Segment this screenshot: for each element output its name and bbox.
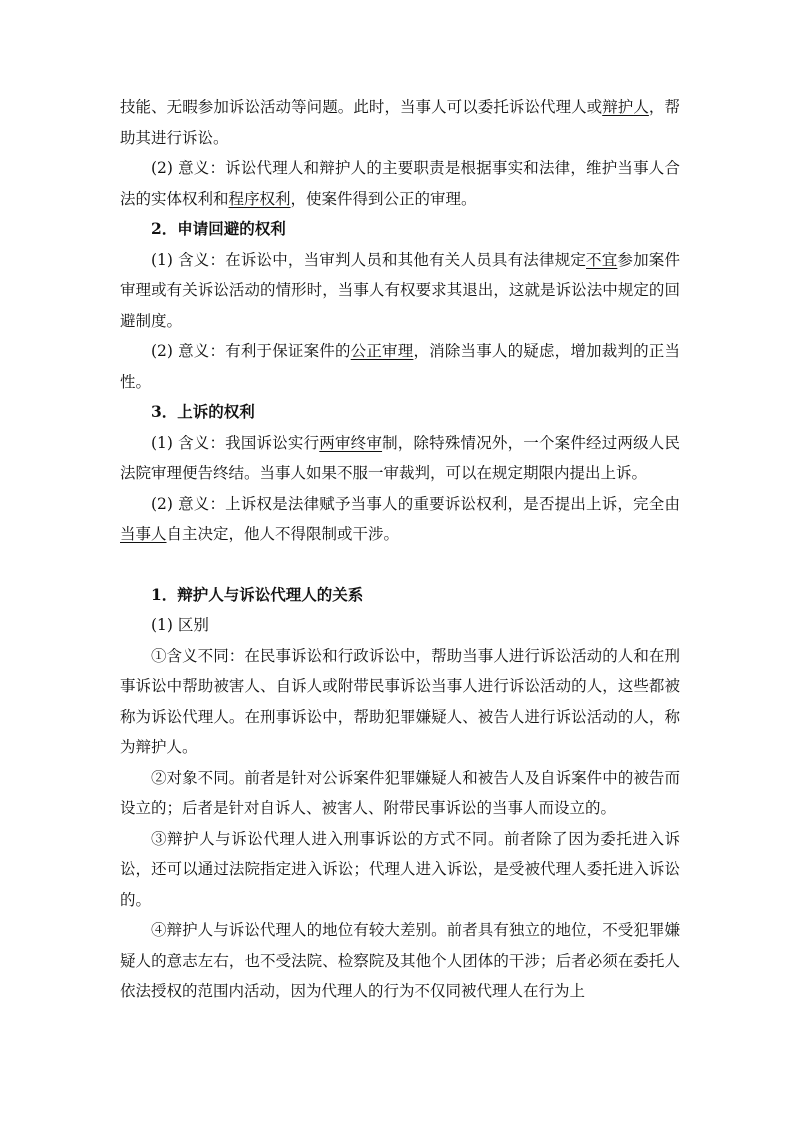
subheading-differences: (1) 区别	[151, 616, 209, 634]
heading-appeal-right: 3．上诉的权利	[151, 402, 255, 421]
document-page	[120, 92, 680, 1007]
paragraph-appeal-significance: (2) 意义：上诉权是法律赋予当事人的重要诉讼权利，是否提出上诉，完全由当事人自主决定，他人不得限制或干涉。	[120, 494, 680, 543]
section-gap	[120, 550, 680, 580]
paragraph-significance-advocate: (2) 意义：诉讼代理人和辩护人的主要职责是根据事实和法律，维护当事人合法的实体权利和程序权利，使案件得到公正的审理。	[120, 159, 680, 208]
underlined-term: 当事人	[120, 525, 167, 543]
item-entry-difference: ③辩护人与诉讼代理人进入刑事诉讼的方式不同。前者除了因为委托进入诉讼，还可以通过法院指定进入诉讼；代理人进入诉讼，是受被代理人委托进入诉讼的。	[120, 829, 680, 909]
item-status-difference: ④辩护人与诉讼代理人的地位有较大差别。前者具有独立的地位，不受犯罪嫌疑人的意志左右，也不受法院、检察院及其他个人团体的干涉；后者必须在委托人依法授权的范围内活动，因为代理人的行为不仅同被代理人在行为上	[120, 921, 680, 1000]
item-definition-difference: ①含义不同：在民事诉讼和行政诉讼中，帮助当事人进行诉讼活动的人和在刑事诉讼中帮助被害人、自诉人或附带民事诉讼当事人进行诉讼活动的人，这些都被称为诉讼代理人。在刑事诉讼中，帮助犯罪嫌疑人、被告人进行诉讼活动的人，称为辩护人。	[120, 646, 680, 756]
item-object-difference: ②对象不同。前者是针对公诉案件犯罪嫌疑人和被告人及自诉案件中的被告而设立的；后者是针对自诉人、被害人、附带民事诉讼的当事人而设立的。	[120, 768, 680, 817]
underlined-term: 两审终审	[319, 433, 383, 452]
underlined-term: 程序权利	[228, 189, 291, 208]
underlined-term: 公正审理	[350, 342, 414, 360]
heading-recusal-right: 2．申请回避的权利	[151, 219, 286, 238]
heading-advocate-agent-relation: 1．辩护人与诉讼代理人的关系	[151, 584, 364, 604]
paragraph-appeal-meaning: (1) 含义：我国诉讼实行两审终审制，除特殊情况外，一个案件经过两级人民法院审理便告终结。当事人如果不服一审裁判，可以在规定期限内提出上诉。	[120, 433, 680, 482]
paragraph-recusal-significance: (2) 意义：有利于保证案件的公正审理，消除当事人的疑虑，增加裁判的正当性。	[120, 342, 680, 391]
underlined-term: 不宜	[586, 250, 618, 269]
paragraph-recusal-meaning: (1) 含义：在诉讼中，当审判人员和其他有关人员具有法律规定不宜参加案件审理或有关诉讼活动的情形时，当事人有权要求其退出，这就是诉讼法中规定的回避制度。	[120, 250, 680, 330]
underlined-term: 辩护人	[602, 98, 649, 116]
paragraph-entrust-advocate: 技能、无暇参加诉讼活动等问题。此时，当事人可以委托诉讼代理人或辩护人，帮助其进行诉讼。	[120, 98, 680, 147]
